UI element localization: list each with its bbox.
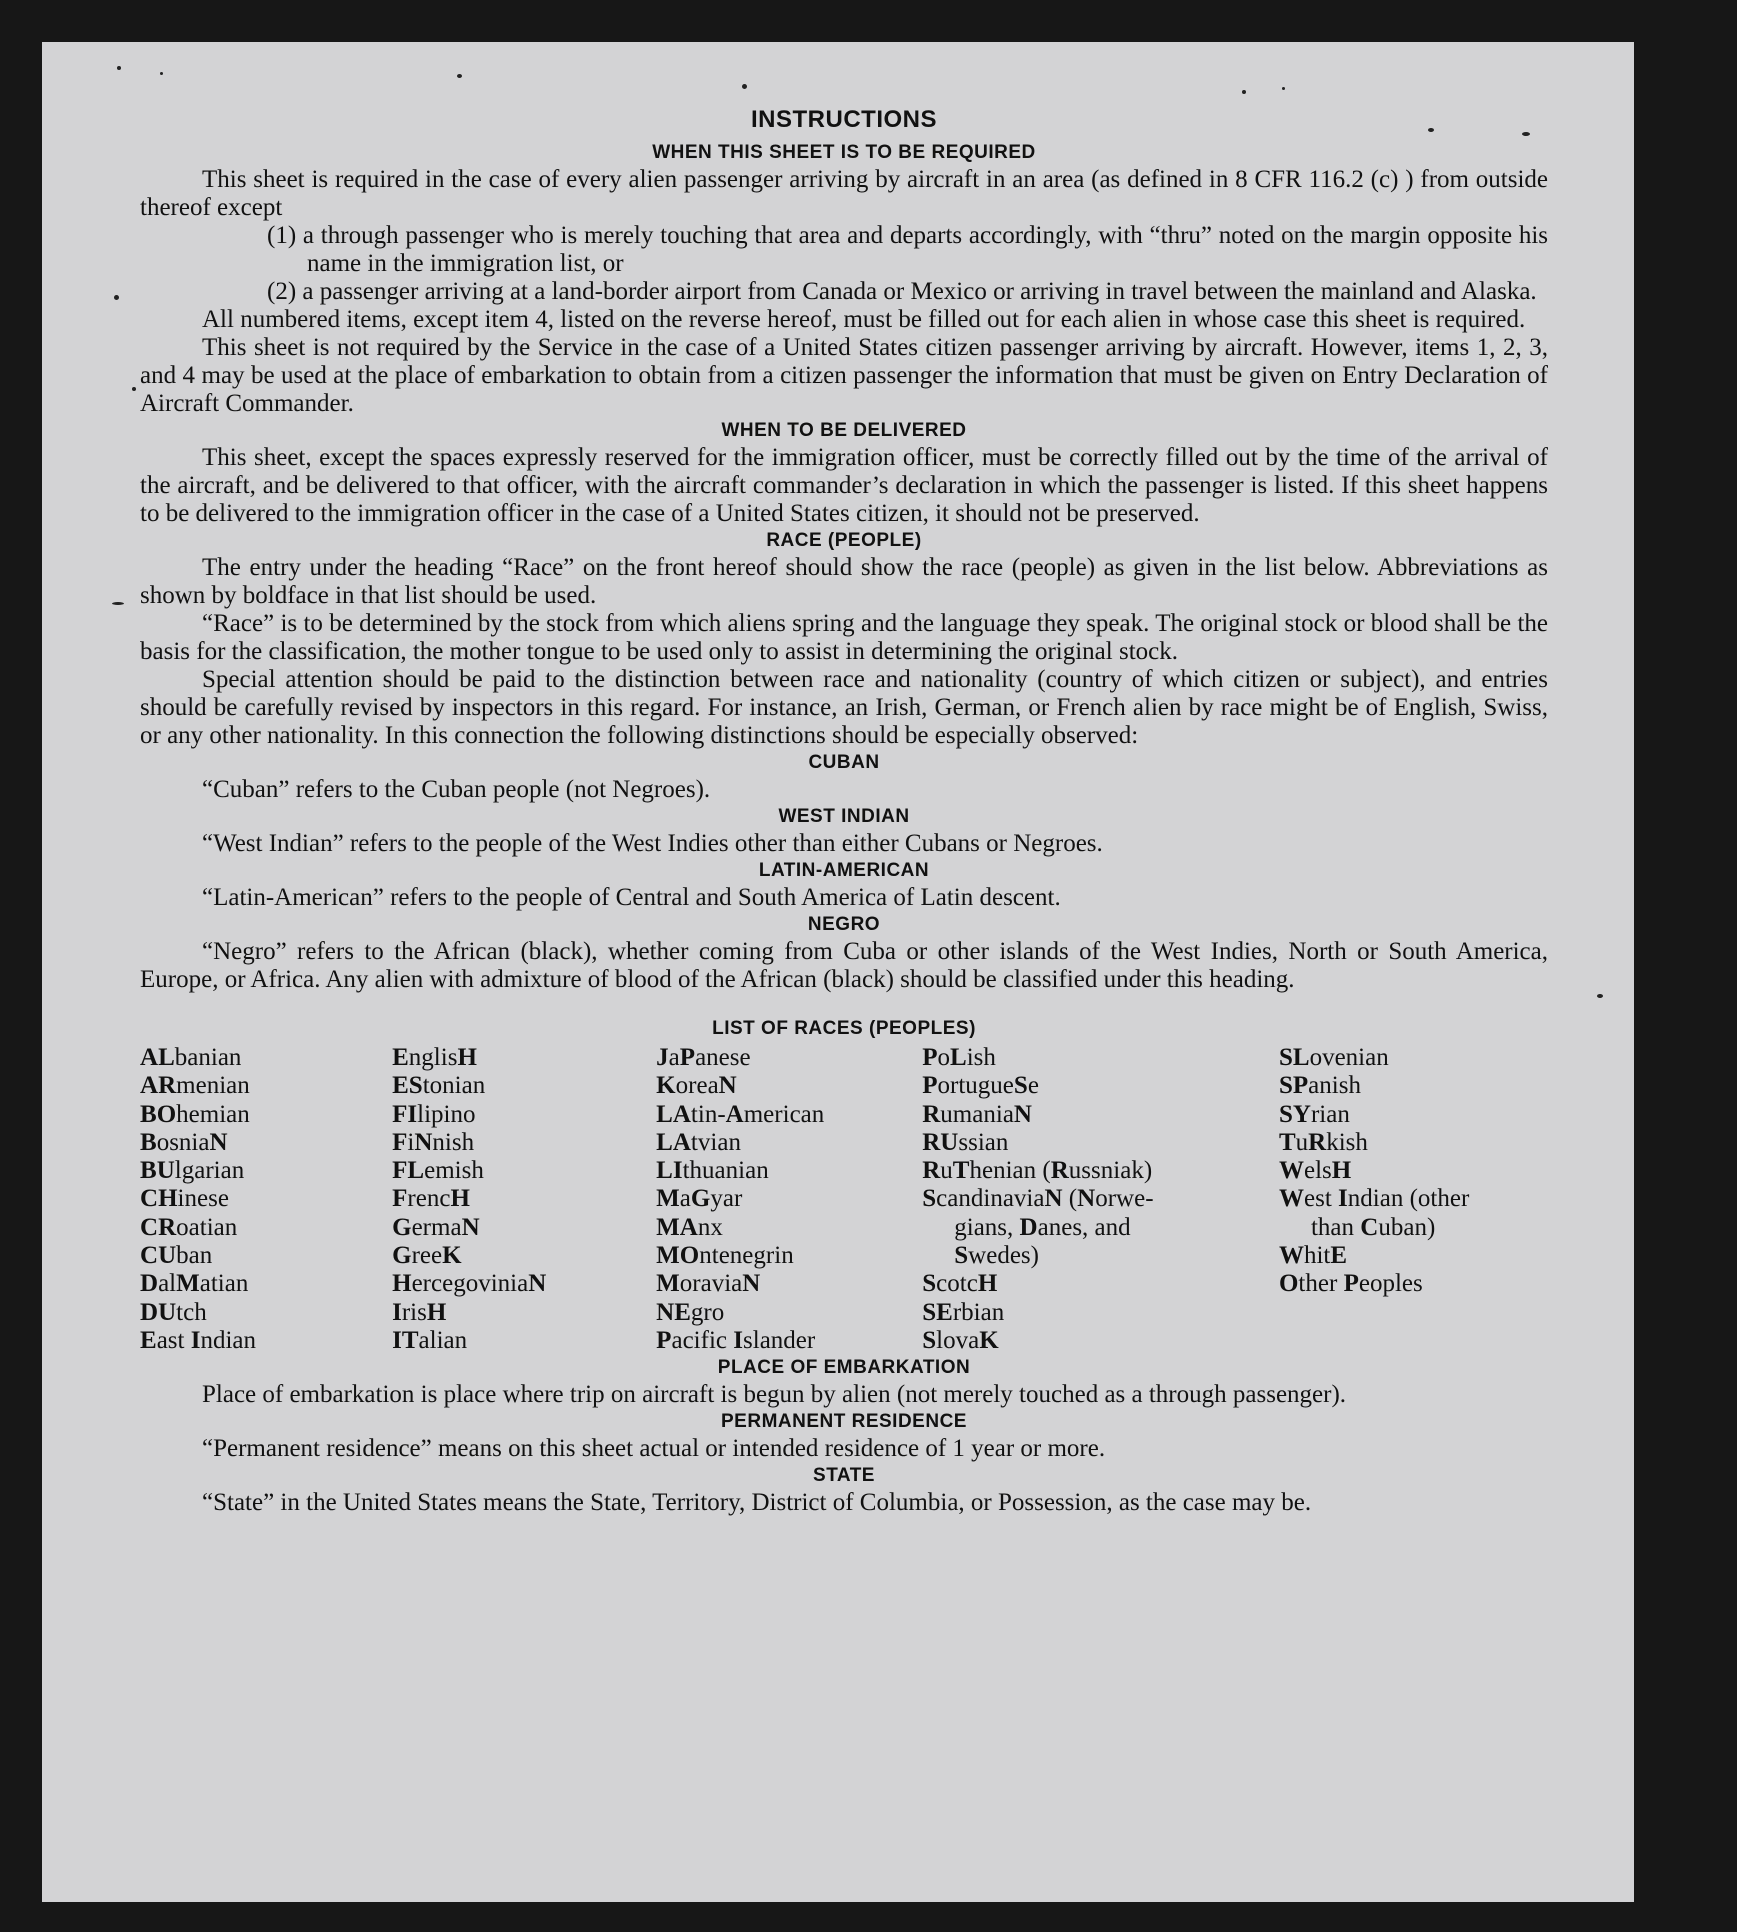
race-entry: TuRkish	[1278, 1128, 1368, 1156]
race-entry: PoLish	[922, 1044, 996, 1071]
definition-negro: “Negro” refers to the African (black), whether coming from Cuba or other islands of the West Indies, North or South America, Europe, or Africa. Any alien with admixture of blood of the African (black) should be classified under this heading.	[140, 938, 1548, 993]
heading-when-required: WHEN THIS SHEET IS TO BE REQUIRED	[652, 142, 1036, 163]
heading-west-indian: WEST INDIAN	[778, 806, 910, 827]
race-column-2	[392, 1044, 656, 1355]
race-entry: LAtin-American	[656, 1100, 825, 1128]
race-entry: SErbian	[922, 1298, 1005, 1326]
race-entry: DalMatian	[140, 1270, 249, 1298]
race-entry: GreeK	[392, 1242, 462, 1270]
race-entry: CRoatian	[140, 1213, 238, 1241]
race-entry: SYrian	[1278, 1100, 1350, 1128]
race-entry: EnglisH	[392, 1044, 477, 1071]
paragraph-numbered-items: All numbered items, except item 4, listed on the reverse hereof, must be filled out for each alien in whose case this sheet is required.	[202, 306, 1526, 333]
heading-latin-american: LATIN-AMERICAN	[758, 860, 930, 881]
race-entry: FIlipino	[392, 1100, 476, 1128]
heading-when-delivered: WHEN TO BE DELIVERED	[721, 420, 967, 441]
definition-permanent-residence: “Permanent residence” means on this sheet actual or intended residence of 1 year or more.	[202, 1435, 1106, 1463]
race-entry: ARmenian	[140, 1072, 250, 1100]
exception-item-1: (1) a through passenger who is merely touching that area and departs accordingly, with “thru” noted on the margin opposite his name in the immigration list, or	[267, 222, 1548, 277]
race-entry: WelsH	[1278, 1157, 1352, 1185]
race-list	[140, 1044, 1548, 1355]
race-entry: LIthuanian	[656, 1157, 769, 1185]
race-entry: FLemish	[392, 1157, 484, 1185]
exception-item-2: (2) a passenger arriving at a land-border airport from Canada or Mexico or arriving in travel between the mainland and Alaska.	[267, 278, 1537, 305]
race-entry: SlovaK	[922, 1326, 999, 1354]
race-entry: ITalian	[392, 1326, 468, 1354]
heading-negro: NEGRO	[807, 914, 881, 935]
race-entry: CHinese	[140, 1185, 229, 1213]
paragraph-race-entry: The entry under the heading “Race” on the front hereof should show the race (people) as given in the list below. Abbreviations as shown by boldface in that list should be used.	[140, 554, 1548, 609]
race-entry: BOhemian	[140, 1100, 250, 1128]
heading-cuban: CUBAN	[808, 752, 880, 773]
race-entry: CUban	[140, 1242, 213, 1270]
race-entry: FrencH	[392, 1185, 470, 1213]
race-entry-continued: Swedes)	[954, 1242, 1039, 1270]
race-entry: East Indian	[140, 1326, 257, 1354]
race-entry: SPanish	[1278, 1072, 1361, 1100]
race-entry: JaPanese	[656, 1044, 751, 1071]
definition-state: “State” in the United States means the State, Territory, District of Columbia, or Possession, as the case may be.	[202, 1489, 1312, 1517]
heading-permanent-residence: PERMANENT RESIDENCE	[721, 1411, 967, 1433]
heading-race: RACE (PEOPLE)	[766, 530, 922, 551]
paragraph-required: This sheet is required in the case of every alien passenger arriving by aircraft in an area (as defined in 8 CFR 116.2 (c) ) from outside thereof except	[140, 166, 1548, 221]
instruction-sheet	[42, 42, 1634, 1902]
paragraph-race-stock: “Race” is to be determined by the stock from which aliens spring and the language they speak. The original stock or blood shall be the basis for the classification, the mother tongue to be used only to assist in determining the original stock.	[140, 610, 1548, 665]
paragraph-race-nationality: Special attention should be paid to the distinction between race and nationality (country of which citizen or subject), and entries should be carefully revised by inspectors in this regard. For instance, an Irish, German, or French alien by race might be of English, Swiss, or any other nationality. In this connection the following distinctions should be especially observed:	[140, 666, 1548, 749]
race-entry-continued: gians, Danes, and	[954, 1213, 1131, 1241]
race-entry: BUlgarian	[140, 1157, 245, 1185]
heading-place-of-embarkation: PLACE OF EMBARKATION	[717, 1357, 971, 1379]
race-entry: MOntenegrin	[656, 1242, 794, 1270]
definition-west-indian: “West Indian” refers to the people of the West Indies other than either Cubans or Negroes.	[202, 830, 1103, 857]
race-entry: PortugueSe	[922, 1072, 1039, 1100]
race-entry: SLovenian	[1278, 1044, 1389, 1071]
race-entry: ALbanian	[140, 1044, 242, 1071]
race-entry: EStonian	[392, 1072, 486, 1100]
race-entry: BosniaN	[140, 1128, 228, 1156]
race-column-5	[1279, 1044, 1548, 1355]
race-entry: RUssian	[922, 1128, 1009, 1156]
race-entry: KoreaN	[656, 1072, 737, 1100]
race-entry: WhitE	[1278, 1242, 1348, 1270]
race-entry-continued: than Cuban)	[1310, 1213, 1436, 1241]
race-entry: West Indian (other	[1278, 1185, 1470, 1213]
race-column-1	[140, 1044, 392, 1355]
race-entry: NEgro	[656, 1298, 725, 1326]
definition-cuban: “Cuban” refers to the Cuban people (not Negroes).	[202, 776, 711, 803]
race-entry: MAnx	[656, 1213, 723, 1241]
race-entry: Other Peoples	[1278, 1270, 1423, 1298]
race-entry: DUtch	[140, 1298, 207, 1326]
race-entry: LAtvian	[656, 1128, 741, 1156]
definition-place-of-embarkation: Place of embarkation is place where trip on aircraft is begun by alien (not merely touched as a through passenger).	[202, 1381, 1347, 1409]
heading-list-of-races: LIST OF RACES (PEOPLES)	[712, 1018, 976, 1039]
race-entry: ScotcH	[922, 1270, 998, 1298]
race-entry: RumaniaN	[922, 1100, 1032, 1128]
race-column-4	[922, 1044, 1279, 1355]
heading-state: STATE	[813, 1465, 875, 1487]
definition-latin-american: “Latin-American” refers to the people of Central and South America of Latin descent.	[202, 884, 1061, 911]
race-entry: HercegoviniaN	[392, 1270, 547, 1298]
paragraph-citizen-passenger: This sheet is not required by the Service in the case of a United States citizen passenger arriving by aircraft. However, items 1, 2, 3, and 4 may be used at the place of embarkation to obtain from a citizen passenger the information that must be given on Entry Declaration of Aircraft Commander.	[140, 334, 1548, 417]
race-entry: GermaN	[392, 1213, 480, 1241]
page-title: INSTRUCTIONS	[751, 106, 937, 133]
race-column-3	[656, 1044, 922, 1355]
race-entry: FiNnish	[392, 1128, 475, 1156]
race-entry: Pacific Islander	[656, 1326, 816, 1354]
race-entry: MaGyar	[656, 1185, 743, 1213]
race-entry: ScandinaviaN (Norwe-	[922, 1185, 1154, 1213]
paragraph-delivery: This sheet, except the spaces expressly reserved for the immigration officer, must be correctly filled out by the time of the arrival of the aircraft, and be delivered to that officer, with the aircraft commander’s declaration in which the passenger is listed. If this sheet happens to be delivered to the immigration officer in the case of a United States citizen, it should not be preserved.	[140, 444, 1548, 527]
race-entry: RuThenian (Russniak)	[922, 1157, 1153, 1185]
race-entry: MoraviaN	[656, 1270, 761, 1298]
race-entry: IrisH	[392, 1298, 447, 1326]
